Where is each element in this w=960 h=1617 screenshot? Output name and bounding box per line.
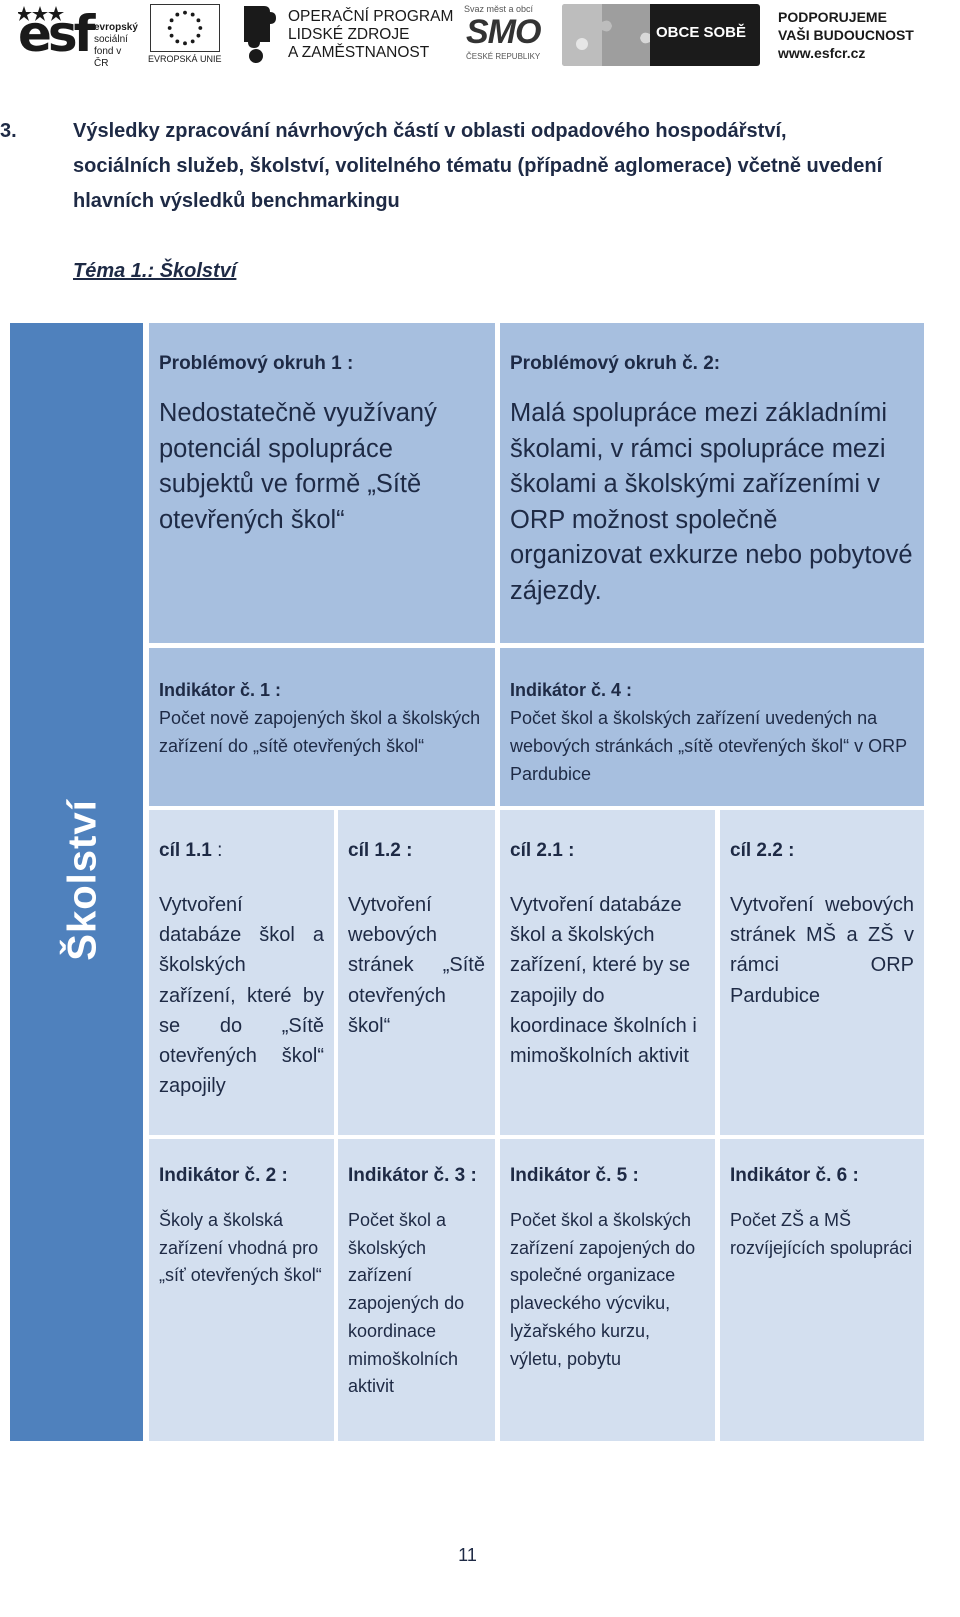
indicator-title: Indikátor č. 3 : xyxy=(348,1165,477,1186)
indicator-text: Počet škol a školských zařízení uvedených na webových stránkách „sítě otevřených škol“ v ORP Pardubice xyxy=(510,708,907,784)
smo-big-text: SMO xyxy=(466,13,541,51)
goal-text: Vytvoření databáze škol a školských zařízení, které by se zapojily do koordinace školních i mimoškolních aktivit xyxy=(510,894,697,1068)
section-number: 3. xyxy=(0,120,17,142)
op-line2: LIDSKÉ ZDROJE xyxy=(288,26,410,43)
smo-top-text: Svaz měst a obcí xyxy=(464,4,534,14)
puzzle-icon xyxy=(562,4,650,66)
problem-text: Nedostatečně využívaný potenciál spolupráce subjektů ve formě „Sítě otevřených škol“ xyxy=(159,399,437,534)
indicator-text: Počet škol a školských zařízení zapojených do společné organizace plaveckého výcviku, lyžařského kurzu, výletu, pobytu xyxy=(510,1210,696,1369)
section-title: Výsledky zpracování návrhových částí v oblasti odpadového hospodářství, sociálních služeb, školství, volitelného tématu (případně aglomerace) včetně uvedení hlavních výsledků benchmarkingu xyxy=(73,120,883,212)
smo-logo xyxy=(464,2,552,66)
page-number: 11 xyxy=(458,1545,477,1565)
goal-cell-2-1 xyxy=(500,810,715,1135)
obce-sobe-logo xyxy=(562,4,760,66)
eu-logo-text: EVROPSKÁ UNIE xyxy=(148,54,222,64)
goal-cell-1-1 xyxy=(149,810,334,1135)
goal-label xyxy=(348,840,485,862)
topic-title: Téma 1.: Školství xyxy=(73,260,237,282)
op-logo xyxy=(240,2,460,66)
goal-cell-2-2 xyxy=(720,810,924,1135)
indicator-text: Počet nově zapojených škol a školských zařízení do „sítě otevřených škol“ xyxy=(159,708,481,756)
indicator-title: Indikátor č. 1 : xyxy=(159,680,282,700)
goal-label-rest: : xyxy=(211,840,223,861)
side-label: Školství xyxy=(60,799,105,961)
goal-label xyxy=(159,840,324,862)
goal-label-bold: cíl 2.2 : xyxy=(730,840,795,861)
problem-label: Problémový okruh 1 : xyxy=(159,353,354,374)
header-logo-strip xyxy=(0,0,960,70)
obce-sobe-text: OBCE SOBĚ xyxy=(656,24,747,41)
esf-logo xyxy=(18,2,138,69)
esf-line1: evropský xyxy=(94,22,138,33)
goal-text: Vytvoření webových stránek MŠ a ZŠ v rámci ORP Pardubice xyxy=(730,894,914,1007)
eu-flag-icon xyxy=(150,4,220,52)
op-line3: A ZAMĚSTNANOST xyxy=(288,44,430,61)
problem-cell-2 xyxy=(500,323,924,643)
goal-label-bold: cíl 2.1 : xyxy=(510,840,575,861)
goal-cell-1-2 xyxy=(338,810,495,1135)
smo-bottom-text: ČESKÉ REPUBLIKY xyxy=(466,52,541,61)
goal-text: Vytvoření webových stránek „Sítě otevřených škol“ xyxy=(348,894,485,1037)
indicator-cell-5 xyxy=(500,1139,715,1441)
indicator-title: Indikátor č. 6 : xyxy=(730,1165,859,1186)
goal-label-bold: cíl 1.1 xyxy=(159,840,212,861)
indicator-cell-2 xyxy=(149,1139,334,1441)
op-logo-text xyxy=(288,8,453,62)
esf-line3: fond v ČR xyxy=(94,46,122,69)
indicator-cell-3 xyxy=(338,1139,495,1441)
esf-logo-big: esf xyxy=(18,5,92,63)
indicator-text: Počet škol a školských zařízení zapojených do koordinace mimoškolních aktivit xyxy=(348,1210,465,1397)
goal-label xyxy=(730,840,914,862)
indicator-cell-4 xyxy=(500,648,924,806)
goal-label xyxy=(510,840,705,862)
podporujeme-line2: VAŠI BUDOUCNOST xyxy=(778,27,914,43)
indicator-cell-6 xyxy=(720,1139,924,1441)
goal-label-bold: cíl 1.2 : xyxy=(348,840,413,861)
problem-text: Malá spolupráce mezi základními školami, v rámci spolupráce mezi školami a školskými zařízeními v ORP možnost společně organizovat exkurze nebo pobytové zájezdy. xyxy=(510,399,913,605)
op-line1: OPERAČNÍ PROGRAM xyxy=(288,8,454,25)
esf-logo-text xyxy=(94,22,138,70)
problem-cell-1 xyxy=(149,323,495,643)
indicator-text: Počet ZŠ a MŠ rozvíjejících spolupráci xyxy=(730,1210,913,1258)
indicator-text: Školy a školská zařízení vhodná pro „síť otevřených škol“ xyxy=(159,1210,322,1286)
goal-text: Vytvoření databáze škol a školských zařízení, které by se do „Sítě otevřených škol“ zapojily xyxy=(159,894,324,1098)
podporujeme-url: www.esfcr.cz xyxy=(778,45,866,61)
problem-label: Problémový okruh č. 2: xyxy=(510,353,721,374)
indicator-title: Indikátor č. 4 : xyxy=(510,680,633,700)
indicator-title: Indikátor č. 2 : xyxy=(159,1165,288,1186)
podporujeme-text xyxy=(778,8,914,62)
op-puzzle-icon xyxy=(240,2,280,66)
podporujeme-line1: PODPORUJEME xyxy=(778,9,887,25)
podporujeme-logo xyxy=(778,2,948,66)
eu-logo xyxy=(146,2,226,66)
esf-line2: sociální xyxy=(94,34,128,45)
indicator-title: Indikátor č. 5 : xyxy=(510,1165,639,1186)
indicator-cell-1 xyxy=(149,648,495,806)
